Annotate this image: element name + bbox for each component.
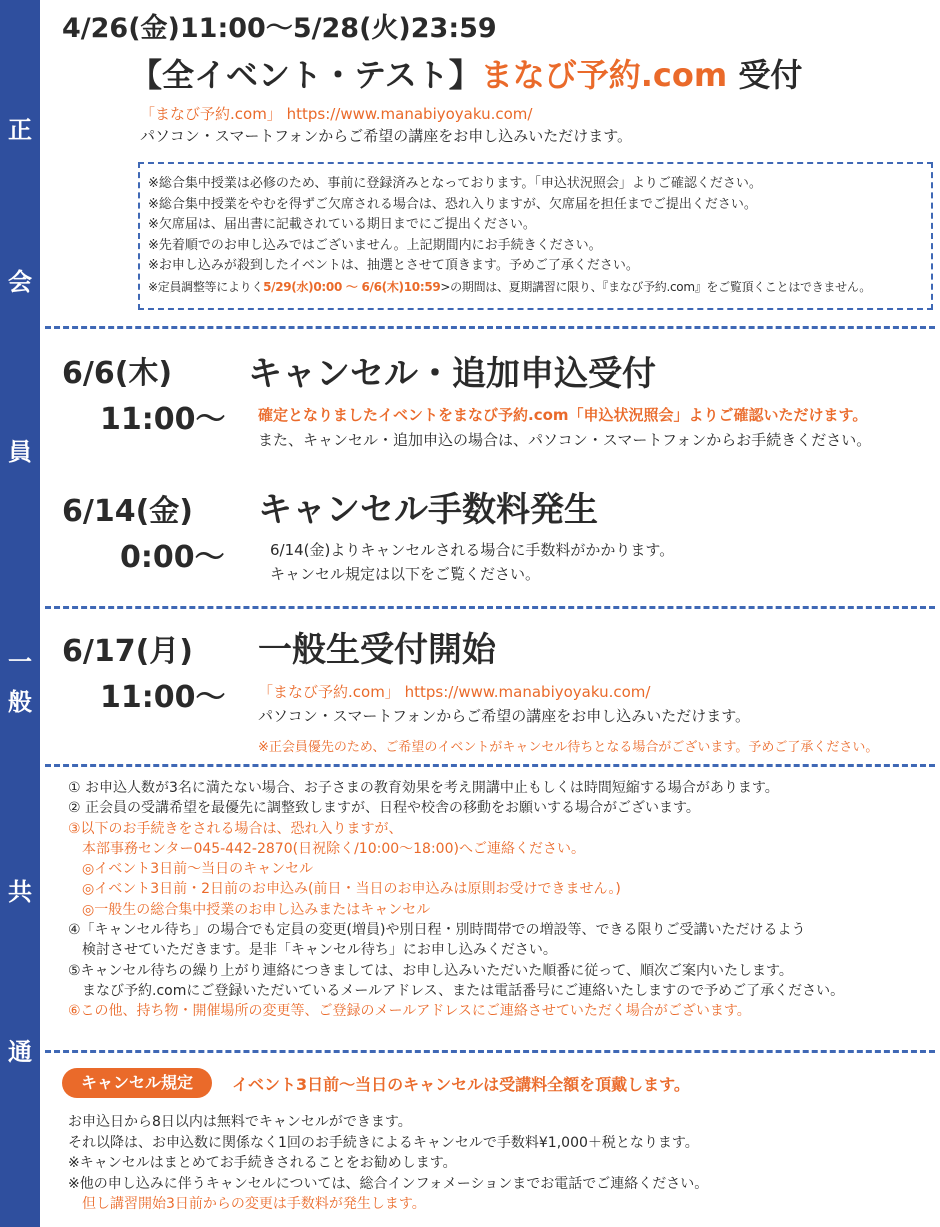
common-item: ⑤キャンセル待ちの繰り上がり連絡につきましては、お申し込みいただいた順番に従って、順次ご案内いたします。 [68, 962, 793, 979]
cancel-policy-badge: キャンセル規定 [62, 1068, 212, 1098]
cancel-add-line2: また、キャンセル・追加申込の場合は、パソコン・スマートフォンからお手続きください。 [258, 431, 872, 449]
common-item: ① お申込人数が3名に満たない場合、お子さまの教育効果を考え開講中止もしくは時間短縮する場合があります。 [68, 780, 779, 796]
members-link-url[interactable]: https://www.manabiyoyaku.com/ [286, 105, 533, 123]
cancel-add-date: 6/6(木) [62, 356, 173, 391]
sidebar-label-kyou: 共 [8, 878, 32, 906]
cancel-policy-line: ※他の申し込みに伴うキャンセルについては、総合インフォメーションまでお電話でご連絡ください。 [68, 1175, 709, 1192]
sidebar-label-han: 般 [8, 688, 32, 716]
general-heading: 一般生受付開始 [258, 630, 496, 670]
general-time: 11:00～ [100, 680, 226, 715]
cancel-fee-heading: キャンセル手数料発生 [258, 490, 598, 530]
members-description: パソコン・スマートフォンからご希望の講座をお申し込みいただけます。 [140, 127, 633, 145]
common-item: ◎イベント3日前・2日前のお申込み(前日・当日のお申込みは原則お受けできません。) [68, 881, 621, 898]
cancel-policy-line: それ以降は、お申込数に関係なく1回のお手続きによるキャンセルで手数料¥1,000＋税となります。 [68, 1134, 699, 1151]
cancel-policy-headline: イベント3日前～当日のキャンセルは受講料全額を頂戴します。 [232, 1075, 690, 1094]
members-heading [130, 50, 802, 96]
divider [45, 326, 935, 329]
divider [45, 1050, 935, 1053]
divider [45, 764, 935, 767]
cancel-policy-line: お申込日から8日以内は無料でキャンセルができます。 [68, 1114, 412, 1130]
cancel-policy-line: ※キャンセルはまとめてお手続きされることをお勧めします。 [68, 1155, 457, 1171]
divider [45, 606, 935, 609]
members-heading-suffix: 受付 [738, 56, 803, 94]
common-item: ◎一般生の総合集中授業のお申し込みまたはキャンセル [68, 901, 431, 918]
members-heading-prefix: 【全イベント・テスト】 [130, 56, 481, 94]
members-link-label: 「まなび予約.com」 [140, 105, 282, 123]
sidebar-label-kai: 会 [8, 268, 32, 296]
members-heading-site: まなび予約.com [480, 56, 728, 94]
common-item: ④「キャンセル待ち」の場合でも定員の変更(増員)や別日程・別時間帯での増設等、できる限りご受講いただけるよう [68, 922, 806, 939]
common-list [68, 778, 928, 1022]
cancel-add-time: 11:00～ [100, 402, 226, 437]
cancel-fee-time: 0:00～ [120, 540, 225, 575]
members-note: ※先着順でのお申し込みではございません。上記期間内にお手続きください。 [148, 237, 602, 253]
cancel-policy-line: 但し講習開始3日前からの変更は手数料が発生します。 [68, 1196, 426, 1212]
cancel-fee-line2: キャンセル規定は以下をご覧ください。 [270, 565, 541, 583]
cancel-fee-line1: 6/14(金)よりキャンセルされる場合に手数料がかかります。 [270, 541, 675, 559]
general-link-url[interactable]: https://www.manabiyoyaku.com/ [404, 683, 651, 701]
common-item: 検討させていただきます。是非「キャンセル待ち」にお申し込みください。 [68, 942, 557, 959]
members-note: ※お申し込みが殺到したイベントは、抽選とさせて頂きます。予めご了承ください。 [148, 258, 639, 273]
members-note: ※総合集中授業をやむを得ずご欠席される場合は、恐れ入りますが、欠席届を担任までご提出ください。 [148, 196, 757, 212]
sidebar-label-sei: 正 [8, 116, 32, 144]
common-item: まなび予約.comにご登録いただいているメールアドレス、または電話番号にご連絡いたしますので予めご了承ください。 [68, 982, 845, 999]
general-date: 6/17(月) [62, 634, 194, 669]
general-note: ※正会員優先のため、ご希望のイベントがキャンセル待ちとなる場合がございます。予めご了承ください。 [258, 740, 879, 755]
members-note: ※欠席届は、届出書に記載されている期日までにご提出ください。 [148, 217, 536, 232]
cancel-fee-date: 6/14(金) [62, 494, 194, 529]
common-item: ③以下のお手続きをされる場合は、恐れ入りますが、 [68, 820, 403, 837]
members-note-period: 5/29(水)0:00 ～ 6/6(木)10:59 [263, 279, 441, 294]
cancel-add-heading: キャンセル・追加申込受付 [248, 354, 656, 394]
common-item: ◎イベント3日前～当日のキャンセル [68, 861, 314, 878]
sidebar-label-in: 員 [8, 438, 32, 466]
general-description: パソコン・スマートフォンからご希望の講座をお申し込みいただけます。 [258, 707, 751, 725]
cancel-policy-text [68, 1112, 708, 1215]
members-note-last: ※定員調整等によりく5/29(水)0:00 ～ 6/6(木)10:59>の期間は、夏期講習に限り、『まなび予約.com』をご覧頂くことはできません。 [148, 279, 871, 294]
members-notes-list [148, 174, 931, 297]
members-link-line [140, 104, 532, 125]
common-item: ② 正会員の受講希望を最優先に調整致しますが、日程や校舎の移動をお願いする場合がございます。 [68, 800, 700, 817]
cancel-add-line1: 確定となりましたイベントをまなび予約.com「申込状況照会」よりご確認いただけます。 [258, 406, 868, 424]
common-item: ⑥この他、持ち物・開催場所の変更等、ご登録のメールアドレスにご連絡させていただく場合がございます。 [68, 1003, 751, 1020]
general-link-line [258, 682, 650, 703]
common-item: 本部事務センター045-442-2870(日祝除く/10:00～18:00)へご連絡ください。 [68, 840, 585, 857]
sidebar-label-ichi: 一 [8, 648, 32, 676]
members-notes-box [138, 162, 933, 310]
general-link-label: 「まなび予約.com」 [258, 683, 400, 701]
members-period: 4/26(金)11:00～5/28(火)23:59 [62, 13, 497, 44]
members-note: ※総合集中授業は必修のため、事前に登録済みとなっております。「申込状況照会」よりご確認ください。 [148, 176, 762, 191]
sidebar-label-tsuu: 通 [8, 1038, 32, 1066]
